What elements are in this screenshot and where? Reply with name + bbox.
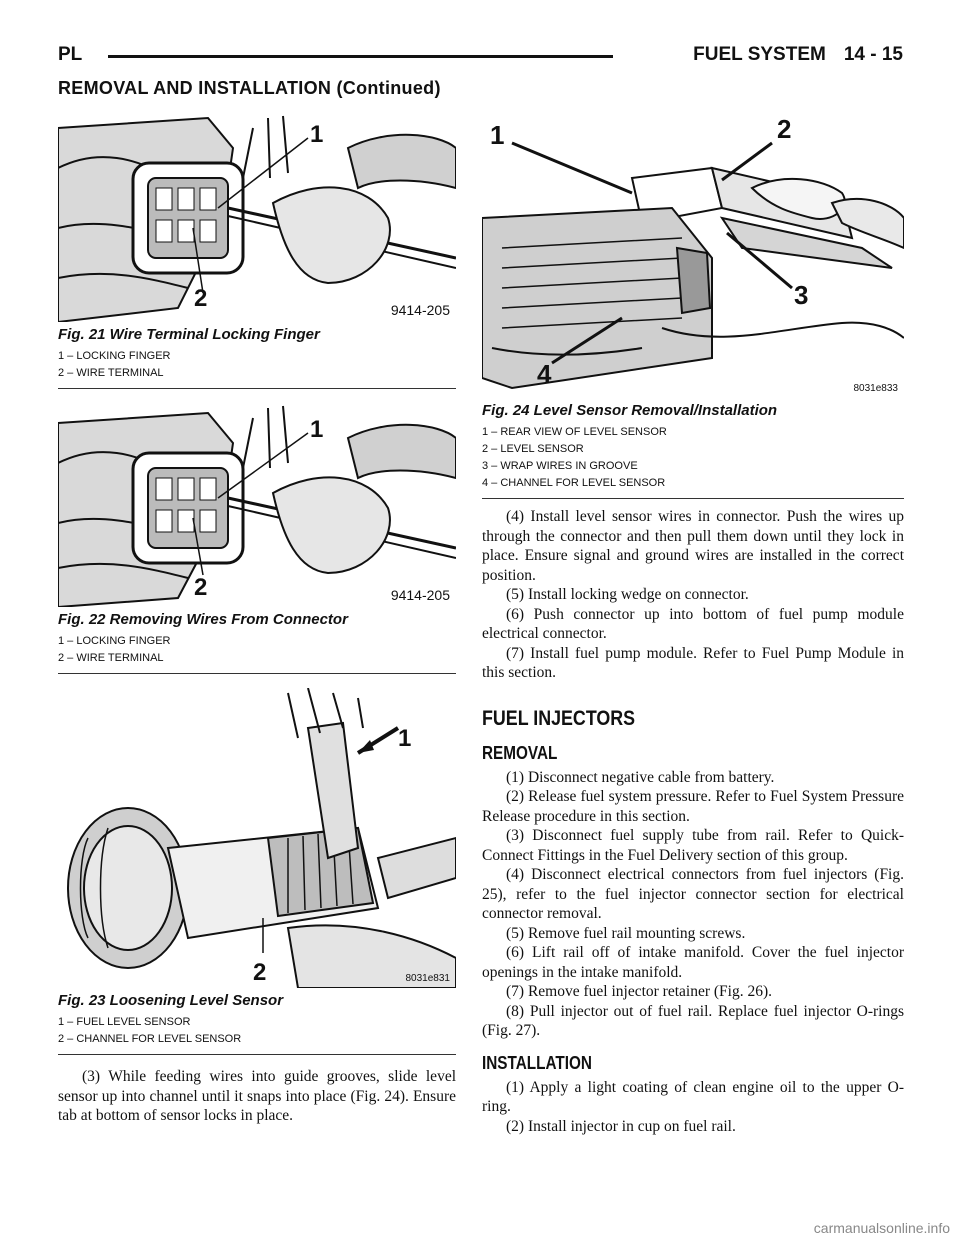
page-header [58, 44, 903, 68]
section-continued-title: REMOVAL AND INSTALLATION (Continued) [58, 78, 441, 98]
legend-item: 1 – REAR VIEW OF LEVEL SENSOR [482, 426, 667, 438]
heading-fuel-injectors: FUEL INJECTORS [482, 706, 636, 730]
legend-item: 2 – CHANNEL FOR LEVEL SENSOR [58, 1033, 242, 1045]
figure-23-illustration [58, 688, 456, 988]
figure-23 [58, 688, 456, 1055]
figure-21-title: Fig. 21 Wire Terminal Locking Finger [58, 326, 320, 343]
figure-23-code: 8031e831 [405, 973, 450, 984]
step-6-paragraph: (6) Push connector up into bottom of fuel pump module electrical connector. [482, 605, 904, 642]
removal-step: (1) Disconnect negative cable from battery. [506, 768, 775, 786]
legend-item: 2 – LEVEL SENSOR [482, 443, 584, 455]
callout-1: 1 [490, 120, 505, 150]
removal-step: (2) Release fuel system pressure. Refer to Fuel System Pressure Release procedure in this section. [482, 788, 904, 825]
figure-21-code: 9414-205 [390, 302, 450, 318]
removal-step: (3) Disconnect fuel supply tube from rail. Refer to Quick-Connect Fittings in the Fuel Delivery section of this group. [482, 827, 904, 864]
legend-item: 1 – FUEL LEVEL SENSOR [58, 1016, 191, 1028]
installation-step: (2) Install injector in cup on fuel rail. [506, 1117, 736, 1135]
heading-removal: REMOVAL [482, 742, 558, 763]
callout-2: 2 [777, 114, 792, 144]
legend-item: 1 – LOCKING FINGER [58, 350, 171, 362]
legend-item: 4 – CHANNEL FOR LEVEL SENSOR [482, 477, 666, 489]
figure-22-code: 9414-205 [390, 587, 450, 603]
header-page-number: 14 - 15 [843, 44, 903, 65]
connector-hand-drawing [58, 108, 456, 322]
figure-21-illustration [58, 108, 456, 322]
sensor-channel-drawing [482, 108, 904, 398]
figure-24-illustration [482, 108, 904, 398]
figure-24-legend [482, 424, 904, 492]
callout-2: 2 [253, 959, 267, 986]
legend-item: 2 – WIRE TERMINAL [58, 652, 164, 664]
removal-step: (6) Lift rail off of intake manifold. Cover the fuel injector openings in the intake manifold. [482, 944, 904, 981]
legend-item: 2 – WIRE TERMINAL [58, 367, 164, 379]
installation-step: (1) Apply a light coating of clean engine oil to the upper O-ring. [482, 1078, 904, 1115]
watermark: carmanualsonline.info [813, 1220, 950, 1236]
legend-item: 1 – LOCKING FINGER [58, 635, 171, 647]
step-3-paragraph: (3) While feeding wires into guide grooves, slide level sensor up into channel until it snaps into place (Fig. 24). Ensure tab at bottom of sensor locks in place. [58, 1068, 456, 1124]
right-column [482, 108, 904, 1136]
figure-24-title: Fig. 24 Level Sensor Removal/Installation [482, 402, 778, 419]
removal-step: (7) Remove fuel injector retainer (Fig. 26). [506, 983, 772, 1000]
figure-21-legend [58, 348, 456, 382]
step-7-paragraph: (7) Install fuel pump module. Refer to Fuel Pump Module in this section. [482, 644, 904, 681]
callout-1: 1 [310, 416, 324, 443]
header-section-title: FUEL SYSTEM [693, 44, 826, 65]
legend-item: 3 – WRAP WIRES IN GROOVE [482, 460, 638, 472]
step-5-paragraph: (5) Install locking wedge on connector. [506, 586, 749, 603]
heading-installation: INSTALLATION [482, 1052, 592, 1073]
left-column [58, 108, 456, 1126]
removal-step: (5) Remove fuel rail mounting screws. [506, 924, 746, 942]
figure-23-title: Fig. 23 Loosening Level Sensor [58, 992, 284, 1009]
figure-23-legend [58, 1014, 456, 1048]
connector-pick-drawing [58, 403, 456, 607]
figure-22-illustration [58, 403, 456, 607]
figure-22-title: Fig. 22 Removing Wires From Connector [58, 611, 348, 628]
figure-22-legend [58, 633, 456, 667]
header-rule [108, 55, 613, 58]
level-sensor-drawing [58, 688, 456, 988]
removal-step: (8) Pull injector out of fuel rail. Replace fuel injector O-rings (Fig. 27). [482, 1002, 904, 1039]
callout-2: 2 [194, 285, 208, 312]
step-4-paragraph: (4) Install level sensor wires in connector. Push the wires up through the connector and then pull them down until they lock in place. Ensure signal and ground wires are installed in the correct position. [482, 508, 904, 584]
callout-1: 1 [398, 725, 412, 752]
callout-2: 2 [194, 574, 208, 601]
callout-1: 1 [310, 121, 324, 148]
removal-step: (4) Disconnect electrical connectors from fuel injectors (Fig. 25), refer to the fuel injector connector section for electrical connector removal. [482, 866, 904, 922]
figure-24 [482, 108, 904, 499]
figure-21 [58, 108, 456, 389]
header-section [675, 44, 903, 66]
figure-24-code: 8031e833 [853, 383, 898, 394]
callout-3: 3 [794, 280, 809, 310]
callout-4: 4 [537, 359, 552, 389]
header-model: PL [58, 44, 83, 65]
figure-22 [58, 403, 456, 674]
